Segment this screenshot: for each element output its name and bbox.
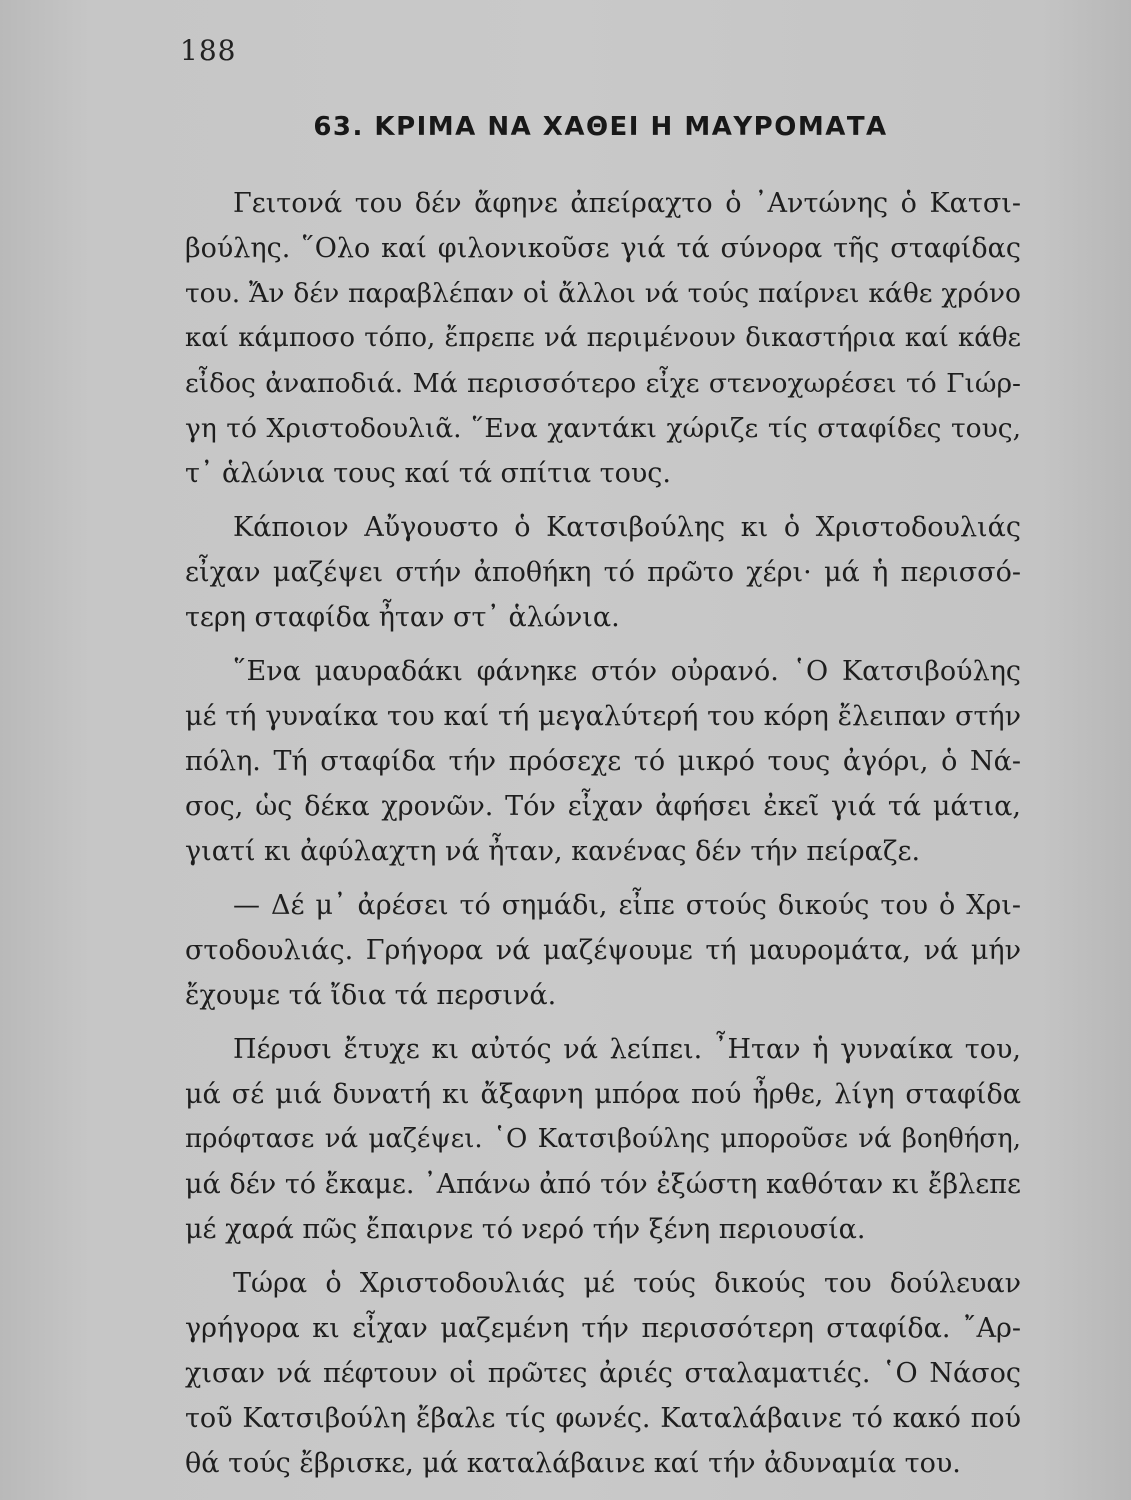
text-line: στοδουλιάς. Γρήγορα νά μαζέψουμε τή μαυρομάτα, νά μήν [185, 935, 1021, 966]
text-line: τερη σταφίδα ἦταν στ᾿ ἁλώνια. [185, 602, 620, 633]
text-line: ῞Ενα μαυραδάκι φάνηκε στόν οὐρανό. ῾Ο Κατσιβούλης [233, 656, 1021, 687]
text-line: μά σέ μιά δυνατή κι ἄξαφνη μπόρα πού ἦρθε, λίγη σταφίδα [185, 1079, 1021, 1110]
body-text [185, 181, 1021, 1486]
text-line: πόλη. Τή σταφίδα τήν πρόσεχε τό μικρό τους ἀγόρι, ὁ Νά- [185, 746, 1021, 777]
paragraph [185, 181, 1021, 496]
text-line: πρόφτασε νά μαζέψει. ῾Ο Κατσιβούλης μποροῦσε νά βοηθήση, [185, 1124, 1021, 1154]
chapter-title: 63. ΚΡΙΜΑ ΝΑ ΧΑΘΕΙ Η ΜΑΥΡΟΜΑΤΑ [313, 112, 888, 142]
page-number: 188 [180, 34, 237, 67]
paragraph [185, 1261, 1021, 1486]
paragraph [185, 505, 1021, 640]
text-line: μά δέν τό ἔκαμε. ᾿Απάνω ἀπό τόν ἐξώστη καθόταν κι ἔβλεπε [185, 1169, 1021, 1200]
text-line: Γειτονά του δέν ἄφηνε ἀπείραχτο ὁ ᾿Αντώνης ὁ Κατσι- [233, 188, 1021, 219]
text-line: του. Ἄν δέν παραβλέπαν οἱ ἄλλοι νά τούς παίρνει κάθε χρόνο [185, 278, 1021, 309]
text-line: ἔχουμε τά ἴδια τά περσινά. [185, 980, 557, 1011]
text-line: μέ χαρά πῶς ἔπαιρνε τό νερό τήν ξένη περιουσία. [185, 1214, 866, 1245]
text-line: βούλης. ῞Ολο καί φιλονικοῦσε γιά τά σύνορα τῆς σταφίδας [185, 233, 1021, 264]
paragraph [185, 1027, 1021, 1252]
text-line: Κάποιον Αὔγουστο ὁ Κατσιβούλης κι ὁ Χριστοδουλιάς [233, 512, 1021, 543]
text-line: σος, ὡς δέκα χρονῶν. Τόν εἶχαν ἀφήσει ἐκεῖ γιά τά μάτια, [185, 791, 1021, 822]
text-line: γη τό Χριστοδουλιᾶ. ῞Ενα χαντάκι χώριζε τίς σταφίδες τους, [185, 413, 1021, 444]
text-line: τοῦ Κατσιβούλη ἔβαλε τίς φωνές. Καταλάβαινε τό κακό πού [185, 1403, 1021, 1434]
text-line: Τώρα ὁ Χριστοδουλιάς μέ τούς δικούς του δούλευαν [233, 1268, 1021, 1299]
text-line: γιατί κι ἀφύλαχτη νά ἦταν, κανένας δέν τήν πείραζε. [185, 836, 921, 867]
text-line: εἶχαν μαζέψει στήν ἀποθήκη τό πρῶτο χέρι· μά ἡ περισσό- [185, 557, 1021, 588]
text-line: μέ τή γυναίκα του καί τή μεγαλύτερή του κόρη ἔλειπαν στήν [185, 701, 1021, 732]
text-line: καί κάμποσο τόπο, ἔπρεπε νά περιμένουν δικαστήρια καί κάθε [185, 323, 1021, 353]
text-line: — Δέ μ᾿ ἀρέσει τό σημάδι, εἶπε στούς δικούς του ὁ Χρι- [233, 890, 1021, 921]
text-line: Πέρυσι ἔτυχε κι αὐτός νά λείπει. ῏Ηταν ἡ γυναίκα του, [233, 1034, 1021, 1065]
paragraph [185, 649, 1021, 874]
text-line: γρήγορα κι εἶχαν μαζεμένη τήν περισσότερη σταφίδα. ῎Αρ- [185, 1313, 1021, 1344]
text-line: χισαν νά πέφτουν οἱ πρῶτες ἀριές σταλαματιές. ῾Ο Νάσος [185, 1358, 1021, 1389]
text-line: τ᾿ ἁλώνια τους καί τά σπίτια τους. [185, 458, 671, 489]
text-line: εἶδος ἀναποδιά. Μά περισσότερο εἶχε στενοχωρέσει τό Γιώρ- [185, 368, 1021, 399]
paragraph [185, 883, 1021, 1018]
text-line: θά τούς ἔβρισκε, μά καταλάβαινε καί τήν ἀδυναμία του. [185, 1448, 961, 1479]
